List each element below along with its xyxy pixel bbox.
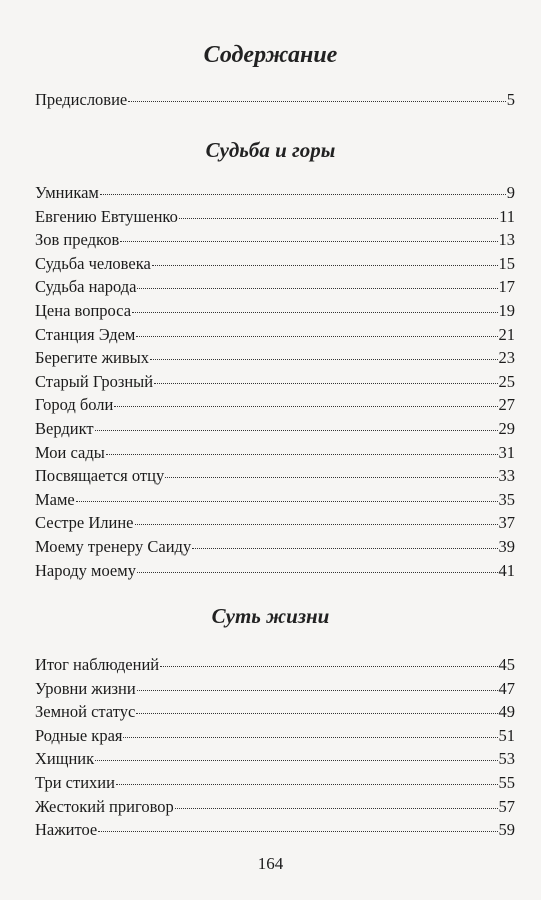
section-1-list [35,181,515,582]
dot-leader [95,760,497,761]
dot-leader [136,713,497,714]
toc-entry [35,795,515,819]
toc-entry-page: 49 [498,702,515,722]
toc-entry-title: Судьба человека [35,253,151,273]
toc-entry-title: Станция Эдем [35,324,136,344]
toc-entry [35,417,515,441]
toc-entry-title: Цена вопроса [35,300,132,320]
toc-entry-page: 5 [506,90,515,109]
toc-entry-title: Жестокий приговор [35,796,174,816]
toc-entry-page: 47 [498,678,515,698]
dot-leader [175,808,498,809]
toc-entry-preface [35,88,515,112]
toc-entry-page: 25 [498,371,515,391]
toc-entry-title: Уровни жизни [35,678,136,698]
toc-entry [35,393,515,417]
toc-entry-title: Мои сады [35,442,105,462]
dot-leader [100,194,506,195]
toc-entry-page: 33 [498,466,515,486]
toc-entry [35,747,515,771]
toc-entry [35,700,515,724]
toc-entry-page: 59 [498,820,515,840]
dot-leader [160,666,497,667]
dot-leader [137,572,498,573]
toc-entry [35,228,515,252]
toc-entry-title: Маме [35,489,75,509]
toc-entry [35,677,515,701]
toc-entry-title: Евгению Евтушенко [35,206,178,226]
toc-entry-title: Родные края [35,725,123,745]
toc-entry-page: 13 [498,230,515,250]
dot-leader [179,218,498,219]
page-title: Содержание [203,42,338,68]
toc-entry-page: 45 [498,655,515,674]
toc-entry-title: Берегите живых [35,348,149,368]
toc-entry-title: Хищник [35,749,95,769]
toc-entry-page: 19 [498,300,515,320]
toc-entry [35,205,515,229]
toc-entry-title: Итог наблюдений [35,655,160,674]
section-heading-1: Судьба и горы [205,138,336,162]
dot-leader [192,548,497,549]
dot-leader [128,101,506,102]
toc-entry-title: Моему тренеру Саиду [35,536,192,556]
toc-entry [35,818,515,842]
toc-entry-page: 57 [498,796,515,816]
toc-entry-title: Посвящается отцу [35,466,165,486]
dot-leader [152,265,498,266]
toc-entry-title: Земной статус [35,702,136,722]
dot-leader [116,784,498,785]
toc-entry [35,441,515,465]
toc-entry-page: 9 [506,183,515,202]
toc-entry-page: 29 [498,418,515,438]
toc-entry [35,252,515,276]
toc-entry-page: 41 [498,560,515,580]
toc-entry-title: Нажитое [35,820,98,840]
toc-entry-page: 15 [498,253,515,273]
toc-entry [35,299,515,323]
toc-entry-title: Умникам [35,183,99,202]
toc-entry-page: 35 [498,489,515,509]
toc-entry [35,653,515,677]
toc-entry-title: Предисловие [35,90,128,109]
dot-leader [76,501,498,502]
dot-leader [98,831,497,832]
toc-entry [35,275,515,299]
toc-entry-title: Сестре Илине [35,513,134,533]
toc-entry-page: 55 [498,772,515,792]
toc-entry-page: 37 [498,513,515,533]
toc-entry [35,346,515,370]
toc-entry [35,370,515,394]
preface-list [35,88,515,112]
toc-entry-page: 21 [498,324,515,344]
toc-entry-page: 11 [499,206,515,226]
dot-leader [154,383,497,384]
toc-entry [35,771,515,795]
toc-entry [35,511,515,535]
dot-leader [137,288,497,289]
dot-leader [132,312,497,313]
toc-entry [35,535,515,559]
page-number: 164 [257,854,284,873]
toc-entry-title: Старый Грозный [35,371,154,391]
dot-leader [123,737,497,738]
dot-leader [114,406,497,407]
toc-entry-title: Судьба народа [35,277,137,297]
toc-entry-title: Вердикт [35,418,94,438]
toc-entry-page: 51 [498,725,515,745]
dot-leader [150,359,498,360]
toc-entry [35,488,515,512]
section-2-list [35,653,515,842]
toc-entry [35,323,515,347]
toc-entry-page: 39 [498,536,515,556]
toc-entry-page: 53 [498,749,515,769]
dot-leader [106,454,498,455]
toc-entry [35,181,515,205]
dot-leader [165,477,497,478]
toc-entry-title: Народу моему [35,560,136,580]
toc-entry-title: Город боли [35,395,114,415]
toc-entry-page: 31 [498,442,515,462]
section-heading-2: Суть жизни [211,604,330,628]
dot-leader [120,241,497,242]
toc-entry-page: 27 [498,395,515,415]
dot-leader [136,336,497,337]
toc-entry [35,559,515,583]
dot-leader [135,524,498,525]
toc-entry-page: 17 [498,277,515,297]
dot-leader [95,430,498,431]
toc-entry [35,724,515,748]
toc-entry [35,464,515,488]
toc-entry-title: Зов предков [35,230,120,250]
toc-entry-page: 23 [498,348,515,368]
toc-entry-title: Три стихии [35,772,115,792]
dot-leader [137,690,498,691]
